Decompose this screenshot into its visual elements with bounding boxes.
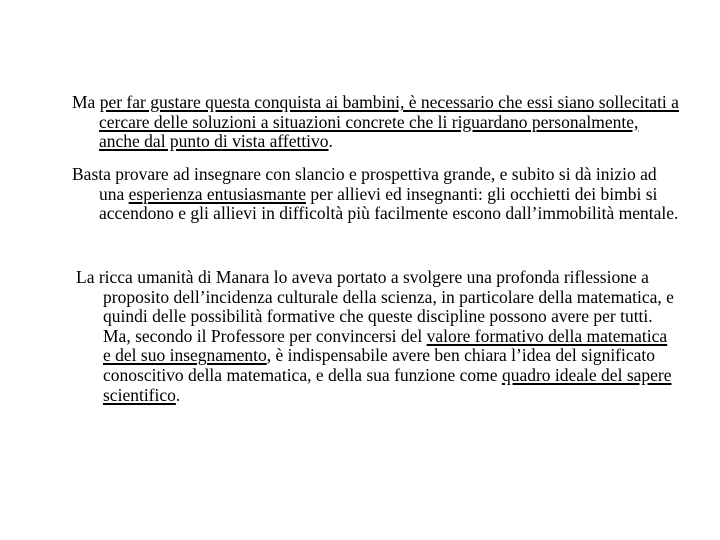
paragraph-3-run-5: . (175, 384, 181, 405)
paragraph-3-underlined-phrase-2: quadro ideale del sapere scientifico (103, 364, 672, 405)
paragraph-3-run-1: La ricca umanità di Manara lo aveva portato a svolgere una profonda riflessione a proposito dell’incidenza culturale della scienza, in particolare della matematica, e quindi delle possibilità formative che queste discipline possono avere per tutti. Ma, secondo il Professore per convincersi del (76, 267, 674, 346)
paragraph-1-run-1: Ma (72, 92, 100, 112)
paragraph-3-underlined-phrase-1: valore formativo della matematica e del suo insegnamento (103, 325, 668, 366)
paragraph-2 (72, 165, 679, 224)
paragraph-2-run-1: Basta provare ad insegnare con slancio e prospettiva grande, e subito si dà inizio ad una (72, 164, 657, 204)
paragraph-1-run-3: . (328, 131, 333, 152)
paragraph-3 (76, 268, 679, 405)
paragraph-1-underlined-phrase: per far gustare questa conquista ai bambini, è necessario che essi siano sollecitati a cercare delle soluzioni a situazioni concrete che li riguardano personalmente, anche dal punto di vista affettivo (99, 92, 679, 152)
paragraph-1 (72, 93, 679, 152)
paragraph-2-underlined-phrase: esperienza entusiasmante (128, 183, 307, 204)
paragraph-2-run-3: per allievi ed insegnanti: gli occhietti dei bimbi si accendono e gli allievi in difficoltà più facilmente escono dall’immobilità mentale. (99, 183, 679, 224)
paragraph-3-run-3: , è indispensabile avere ben chiara l’idea del significato conoscitivo della matematica, e della sua funzione come (103, 345, 656, 385)
